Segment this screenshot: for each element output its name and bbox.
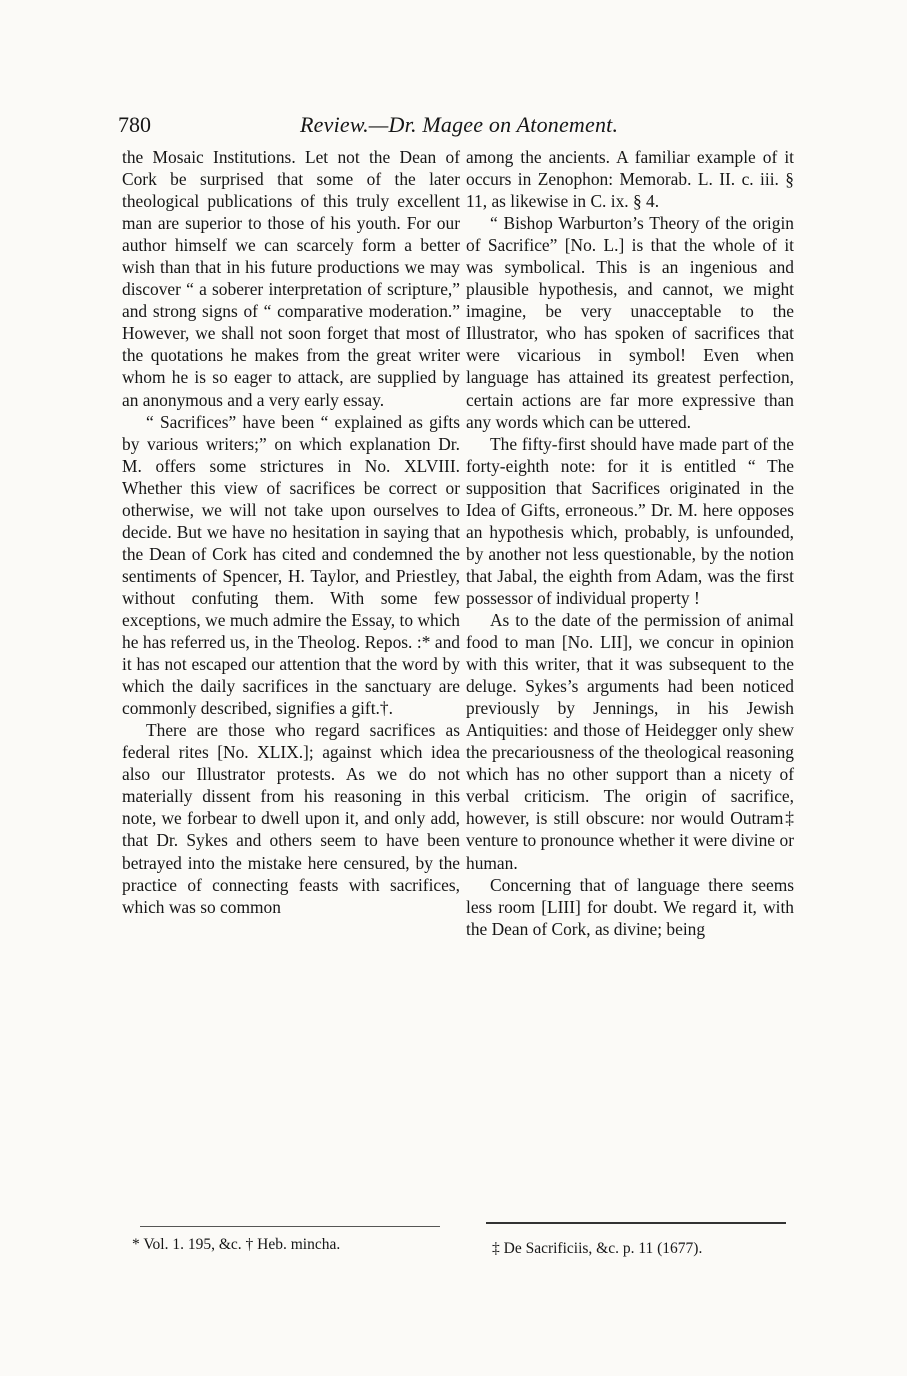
paragraph: Concerning that of language there seems less room [LIII] for doubt. We regard it, with the Dean of Cork, as divine; being: [466, 874, 794, 939]
running-title: Review.—Dr. Magee on Atonement.: [300, 112, 619, 137]
left-column: [122, 146, 460, 918]
footnote-right: ‡ De Sacrificiis, &c. p. 11 (1677).: [492, 1240, 703, 1257]
page-header: [118, 112, 798, 138]
paragraph: The fifty-first should have made part of the forty-eighth note: for it is entitled “ The supposition that Sacrifices originated in the Idea of Gifts, erroneous.” Dr. M. here opposes an hypothesis which, probably, is unfounded, by another not less questionable, by the notion that Jabal, the eighth from Adam, was the first possessor of individual property !: [466, 433, 794, 608]
paragraph: the Mosaic Institutions. Let not the Dean of Cork be surprised that some of the later theological publications of this truly excellent man are superior to those of his youth. For our author himself we can scarcely form a better wish than that in his future productions we may discover “ a soberer interpretation of scripture,” and strong signs of “ comparative moderation.” However, we shall not soon forget that most of the quotations he makes from the great writer whom he is so eager to attack, are supplied by an anonymous and a very early essay.: [122, 147, 460, 410]
paragraph: “ Sacrifices” have been “ explained as gifts by various writers;” on which explanation Dr. M. offers some strictures in No. XLVIII. Whether this view of sacrifices be correct or otherwise, we will not take upon ourselves to decide. But we have no hesitation in saying that the Dean of Cork has cited and condemned the sentiments of Spencer, H. Taylor, and Priestley, without confuting them. With some few exceptions, we much admire the Essay, to which he has referred us, in the Theolog. Repos. :* and it has not escaped our attention that the word by which the daily sacrifices in the sanctuary are commonly described, signifies a gift.†.: [122, 411, 460, 719]
footnote-divider: [486, 1222, 786, 1224]
right-column: [466, 146, 794, 940]
paragraph: among the ancients. A familiar example of it occurs in Zenophon: Memorab. L. II. c. iii. § 11, as likewise in C. ix. § 4.: [466, 147, 794, 212]
paragraph: As to the date of the permission of animal food to man [No. LII], we concur in opinion with this writer, that it was subsequent to the deluge. Sykes’s arguments had been noticed previously by Jennings, in his Jewish Antiquities: and those of Heidegger only shew the precariousness of the theological reasoning which has no other support than a nicety of verbal criticism. The origin of sacrifice, however, is still obscure: nor would Outram‡ venture to pronounce whether it were divine or human.: [466, 609, 794, 873]
footnote-left: * Vol. 1. 195, &c. † Heb. mincha.: [132, 1236, 341, 1253]
paragraph: There are those who regard sacrifices as federal rites [No. XLIX.]; against which idea also our Illustrator protests. As we do not materially dissent from his reasoning in this note, we forbear to dwell upon it, and only add, that Dr. Sykes and others seem to have been betrayed into the mistake here censured, by the practice of connecting feasts with sacrifices, which was so common: [122, 720, 460, 917]
page-number: 780: [118, 112, 151, 137]
footnote-divider: [140, 1226, 440, 1227]
paragraph: “ Bishop Warburton’s Theory of the origin of Sacrifice” [No. L.] is that the whole of it was symbolical. This is an ingenious and plausible hypothesis, and cannot, we might imagine, be very unacceptable to the Illustrator, who has spoken of sacrifices that were vicarious in symbol! Even when language has attained its greatest perfection, certain actions are far more expressive than any words which can be uttered.: [466, 213, 794, 432]
